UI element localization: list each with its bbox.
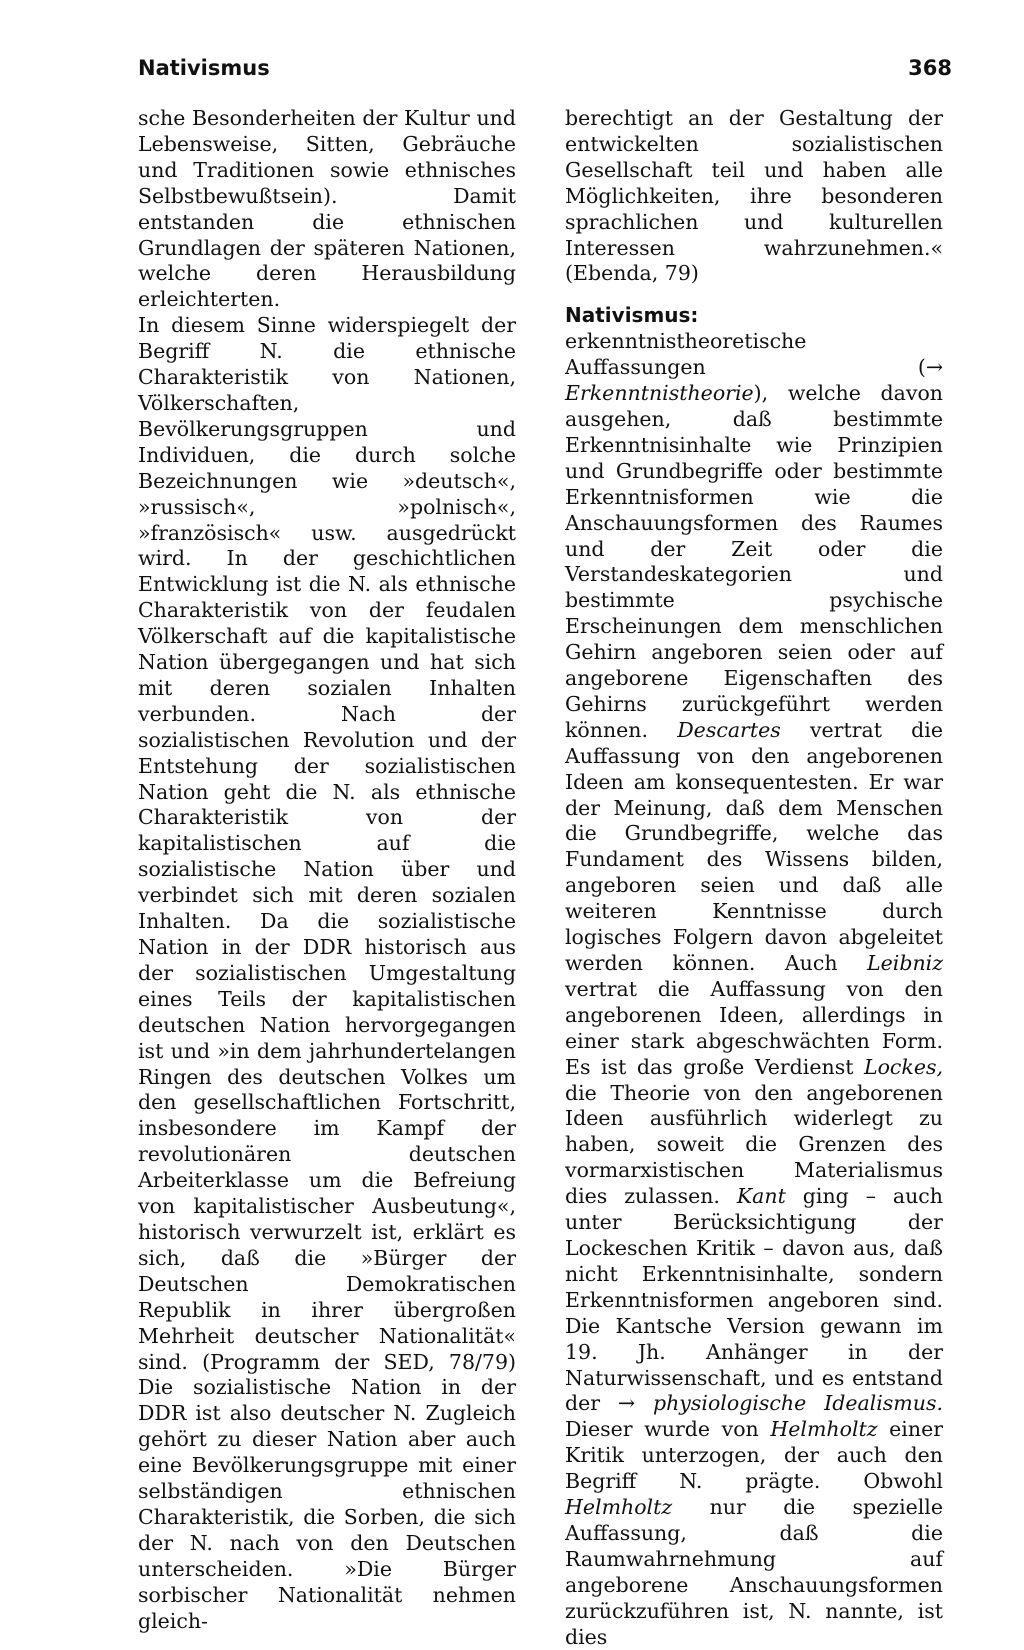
entry-text-7: Dieser wurde von: [565, 1417, 771, 1442]
entry-text-5: die Theorie von den angeborenen Ideen ausführlich widerlegt zu haben, soweit die Grenzen des vormarxistischen Materialismus dies zulassen.: [565, 1080, 943, 1209]
right-column: [565, 106, 943, 1650]
paragraph-ethnic-characteristic: In diesem Sinne widerspiegelt der Begriff N. die ethnische Charakteristik von Nationen, Völkerschaften, Bevölkerungsgruppen und Individuen, die durch solche Bezeichnungen wie »deutsch«, »russisch«, »polnisch«, »französisch« usw. ausgedrückt wird. In der geschichtlichen Entwicklung ist die N. als ethnische Charakteristik von der feudalen Völkerschaft auf die kapitalistische Nation übergegangen und hat sich mit deren sozialen Inhalten verbunden. Nach der sozialistischen Revolution und der Entstehung der sozialistischen Nation geht die N. als ethnische Charakteristik von der kapitalistischen auf die sozialistische Nation über und verbindet sich mit deren sozialen Inhalten. Da die sozialistische Nation in der DDR historisch aus der sozialistischen Umgestaltung eines Teils der kapitalistischen deutschen Nation hervorgegangen ist und »in dem jahrhundertelangen Ringen des deutschen Volkes um den gesellschaftlichen Fortschritt, insbesondere im Kampf der revolutionären deutschen Arbeiterklasse um die Befreiung von kapitalistischer Ausbeutung«, historisch verwurzelt ist, erklärt es sich, daß die »Bürger der Deutschen Demokratischen Republik in ihrer übergroßen Mehrheit deutscher Nationalität« sind. (Programm der SED, 78/79) Die sozialistische Nation in der DDR ist also deutscher N. Zugleich gehört zu dieser Nation aber auch eine Bevölkerungsgruppe mit einer selbständigen ethnischen Charakteristik, die Sorben, die sich der N. nach von den Deutschen unterscheiden. »Die Bürger sorbischer Nationalität nehmen gleich-: [138, 313, 516, 1633]
name-kant: Kant: [736, 1184, 786, 1209]
page-header: [138, 56, 952, 88]
entry-text-2: ), welche davon ausgehen, daß bestimmte Erkenntnisinhalte wie Prinzipien und Grundbegriffe oder bestimmte Erkenntnisformen wie die Anschauungsformen des Raumes und der Zeit oder die Verstandeskategorien und bestimmte psychische Erscheinungen dem menschlichen Gehirn angeboren seien oder auf angeborene Eigenschaften des Gehirns zurückgeführt werden können.: [565, 381, 943, 742]
entry-text-6: ging – auch unter Berücksichtigung der Lockeschen Kritik – davon aus, daß nicht Erkenntnisinhalte, sondern Erkenntnisformen angeboren sind. Die Kantsche Version gewann im 19. Jh. Anhänger in der Naturwissenschaft, und es entstand der →: [565, 1184, 943, 1416]
name-descartes: Descartes: [677, 717, 781, 742]
name-helmholtz: Helmholtz: [770, 1417, 878, 1442]
cross-reference-erkenntnistheorie[interactable]: Erkenntnistheorie: [565, 381, 754, 406]
paragraph-continuation: berechtigt an der Gestaltung der entwickelten sozialistischen Gesellschaft teil und haben alle Möglichkeiten, ihre besonderen sprachlichen und kulturellen Interessen wahrzunehmen.« (Ebenda, 79): [565, 106, 943, 286]
name-leibniz: Leibniz: [867, 951, 943, 975]
cross-reference-physiologische-idealismus[interactable]: physiologische Idealismus.: [652, 1391, 943, 1416]
entry-text-3: vertrat die Auffassung von den angeborenen Ideen am konsequentesten. Er war der Meinung, daß dem Menschen die Grundbegriffe, welche das Fundament des Wissens bilden, angeboren seien und daß alle weiteren Kenntnisse durch logisches Folgern davon abgeleitet werden können. Auch: [565, 717, 943, 975]
name-lockes: Lockes,: [863, 1054, 943, 1079]
name-helmholtz: Helmholtz: [565, 1495, 673, 1520]
entry-text-1: erkenntnistheoretische Auffassungen (→: [565, 329, 943, 380]
entry-text-9: nur die spezielle Auffassung, daß die Raumwahrnehmung auf angeborene Anschauungsformen zurückzuführen ist, N. nannte, ist dies: [565, 1495, 943, 1649]
entry-text-8: einer Kritik unterzogen, der auch den Begriff N. prägte. Obwohl: [565, 1417, 943, 1494]
running-head-title: Nativismus: [138, 56, 270, 80]
entry-spacer: [565, 287, 943, 303]
paragraph-ethnic-foundations: sche Besonderheiten der Kultur und Lebensweise, Sitten, Gebräuche und Traditionen sowie ethnisches Selbstbewußtsein). Damit entstanden die ethnischen Grundlagen der späteren Nationen, welche deren Herausbildung erleichterten.: [138, 106, 516, 312]
entry-nativismus: [565, 303, 943, 1650]
entry-text-4: vertrat die Auffassung von den angeborenen Ideen, allerdings in einer stark abgeschwächten Form. Es ist das große Verdienst: [565, 976, 943, 1079]
entry-keyword: Nativismus:: [565, 303, 699, 328]
page-number: 368: [908, 56, 952, 80]
left-column: [138, 106, 516, 1634]
